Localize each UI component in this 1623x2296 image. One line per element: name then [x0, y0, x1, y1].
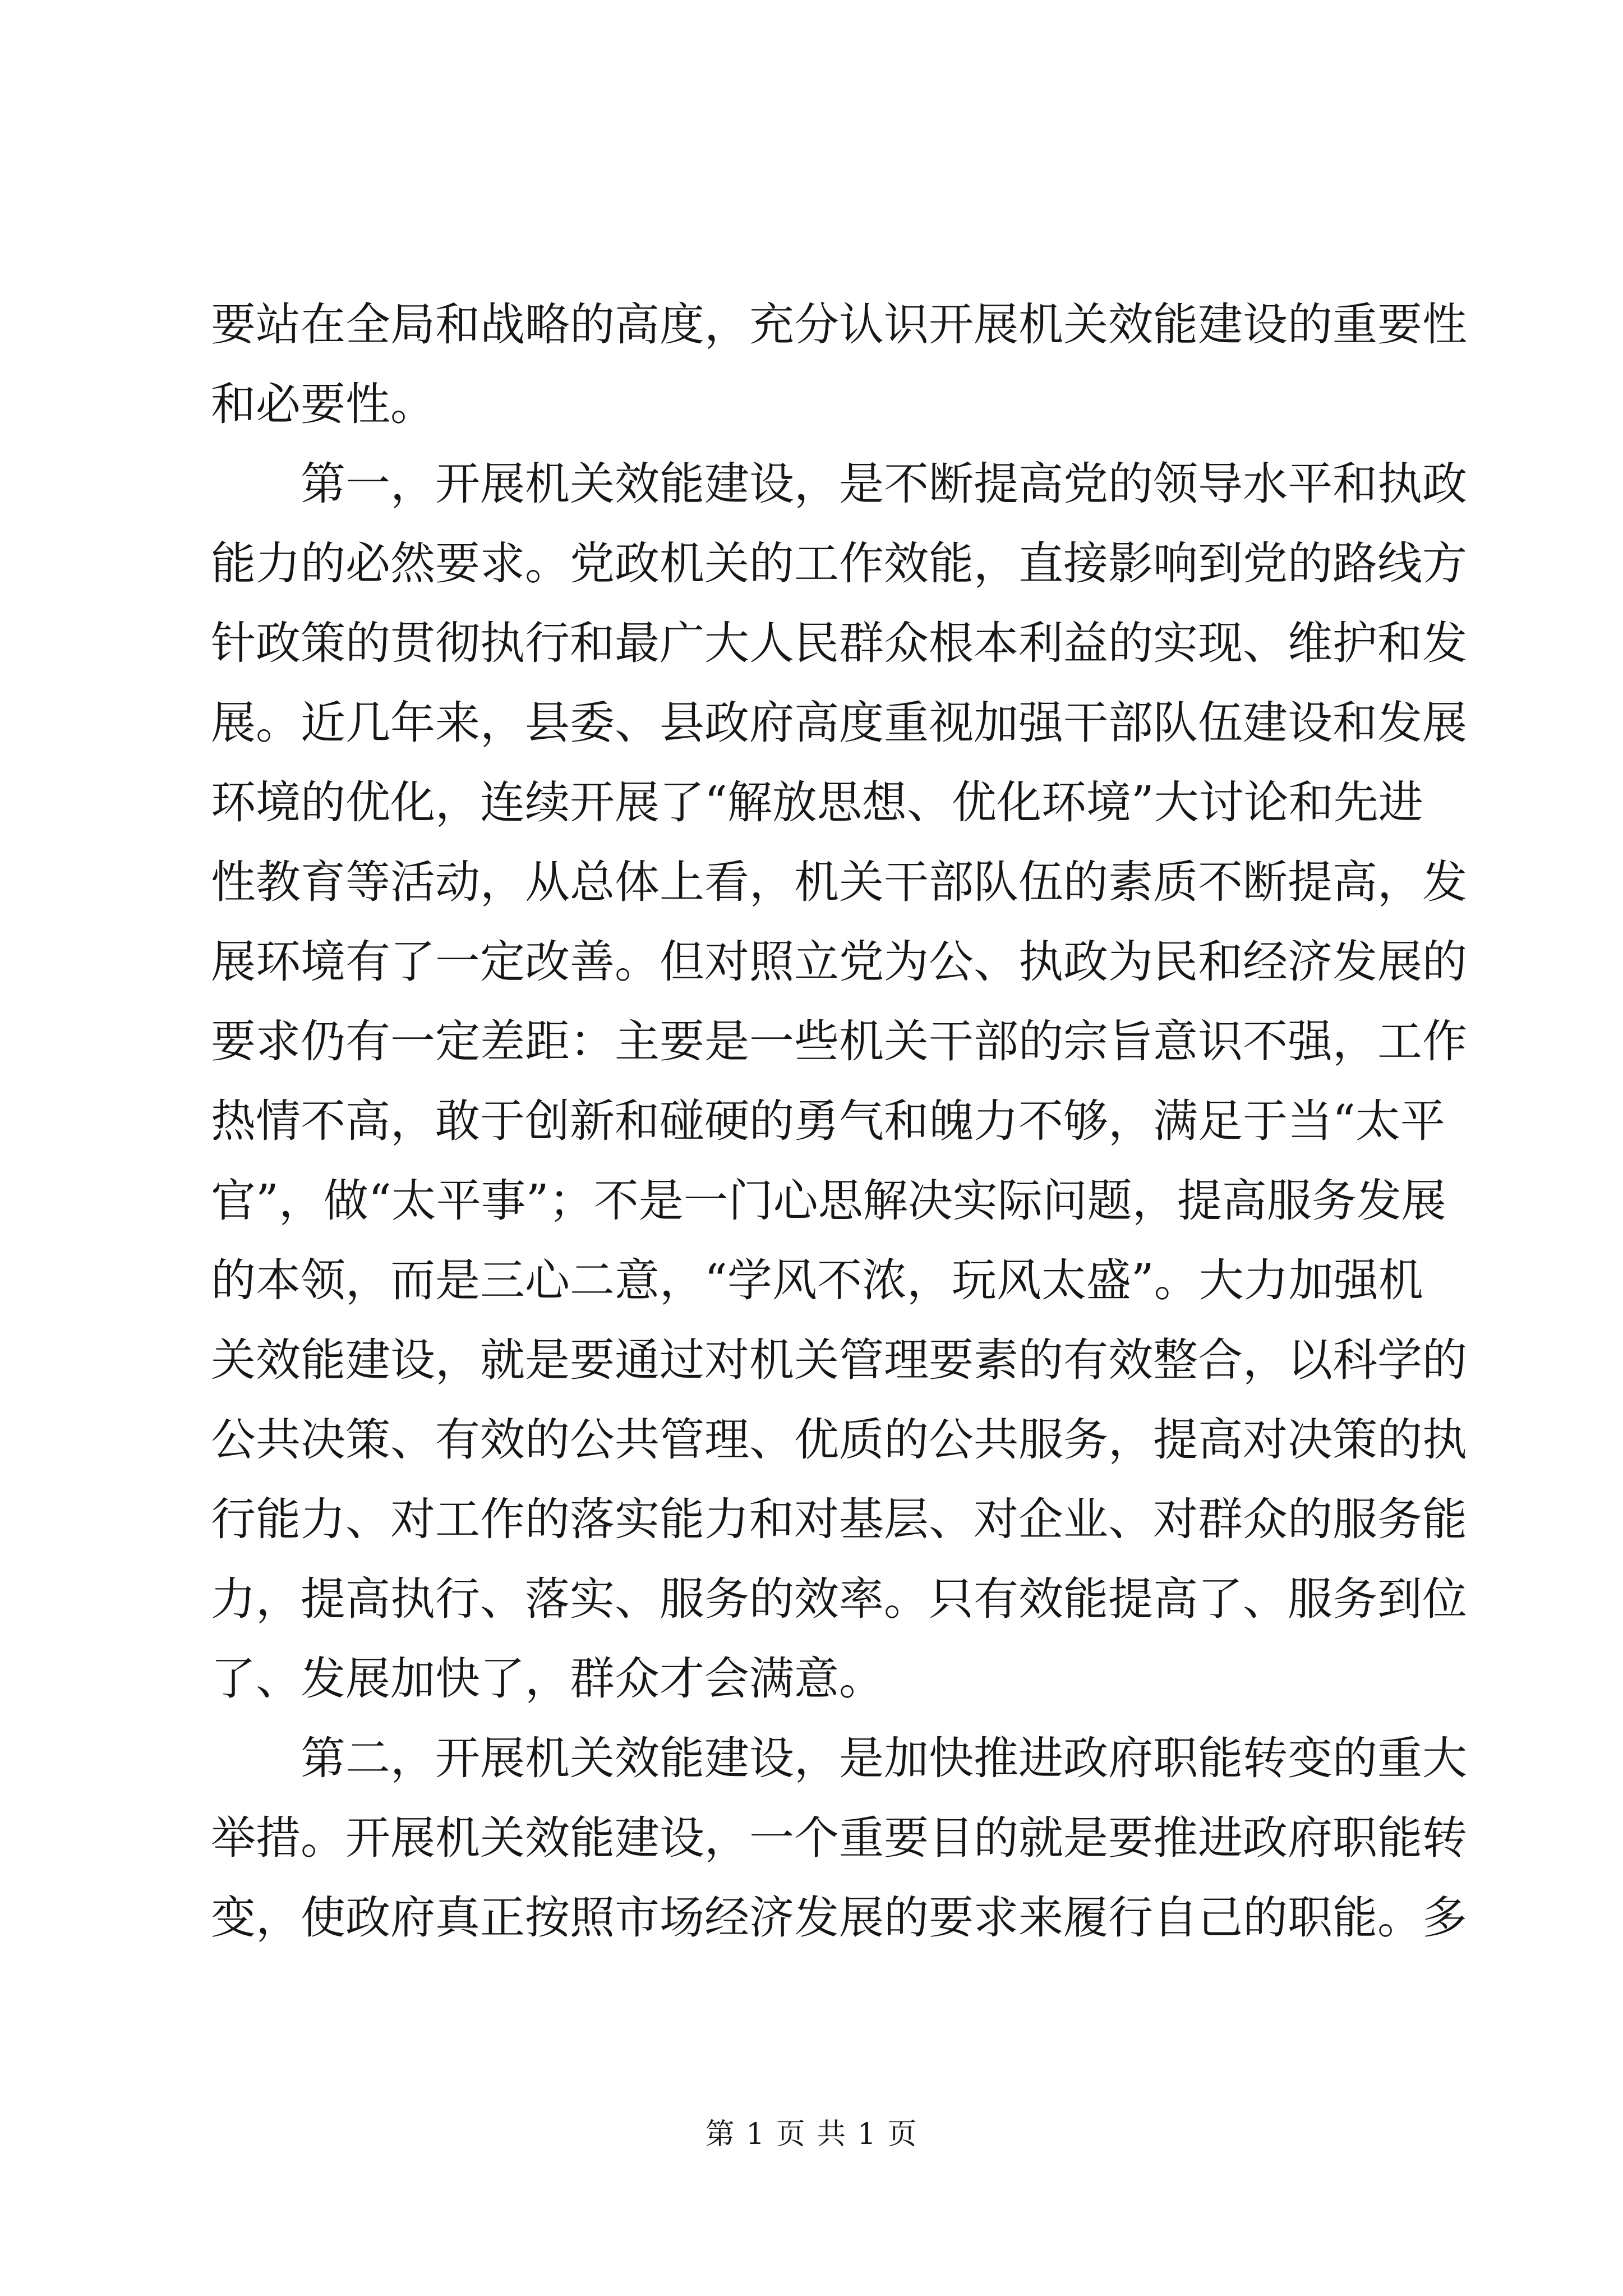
text-line: 力，提高执行、落实、服务的效率。只有效能提高了、服务到位 — [211, 1573, 1467, 1625]
document-body — [211, 285, 1467, 1958]
page-number-label: 第 1 页 共 1 页 — [705, 2118, 918, 2151]
text-line: 环境的优化，连续开展了“解放思想、优化环境”大讨论和先进 — [211, 776, 1423, 829]
text-line: 变，使政府真正按照市场经济发展的要求来履行自己的职能。多 — [211, 1892, 1467, 1944]
text-line: 举措。开展机关效能建设，一个重要目的就是要推进政府职能转 — [211, 1812, 1467, 1864]
text-line: 能力的必然要求。党政机关的工作效能，直接影响到党的路线方 — [211, 537, 1467, 590]
text-line: 了、发展加快了，群众才会满意。 — [211, 1653, 884, 1705]
page-footer — [0, 2110, 1623, 2152]
text-line: 展。近几年来，县委、县政府高度重视加强干部队伍建设和发展 — [211, 697, 1467, 749]
text-line: 关效能建设，就是要通过对机关管理要素的有效整合，以科学的 — [211, 1334, 1467, 1386]
text-line: 性教育等活动，从总体上看，机关干部队伍的素质不断提高，发 — [211, 856, 1467, 908]
text-line: 公共决策、有效的公共管理、优质的公共服务，提高对决策的执 — [211, 1414, 1467, 1466]
text-line: 官”，做“太平事”；不是一门心思解决实际问题，提高服务发展 — [211, 1175, 1446, 1227]
text-line: 的本领，而是三心二意，“学风不浓，玩风太盛”。大力加强机 — [211, 1254, 1423, 1306]
paragraph-first-point — [211, 444, 1467, 1719]
text-line: 要站在全局和战略的高度，充分认识开展机关效能建设的重要性 — [211, 298, 1467, 351]
paragraph-intro — [211, 285, 1467, 444]
text-line: 展环境有了一定改善。但对照立党为公、执政为民和经济发展的 — [211, 936, 1467, 988]
text-line: 和必要性。 — [211, 378, 435, 430]
paragraph-second-point — [211, 1719, 1467, 1958]
text-line: 针政策的贯彻执行和最广大人民群众根本利益的实现、维护和发 — [211, 617, 1467, 669]
text-line: 第一，开展机关效能建设，是不断提高党的领导水平和执政 — [301, 458, 1467, 510]
text-line: 要求仍有一定差距：主要是一些机关干部的宗旨意识不强，工作 — [211, 1015, 1467, 1068]
text-line: 行能力、对工作的落实能力和对基层、对企业、对群众的服务能 — [211, 1493, 1467, 1545]
text-line: 第二，开展机关效能建设，是加快推进政府职能转变的重大 — [301, 1732, 1467, 1784]
text-line: 热情不高，敢于创新和碰硬的勇气和魄力不够，满足于当“太平 — [211, 1095, 1445, 1147]
